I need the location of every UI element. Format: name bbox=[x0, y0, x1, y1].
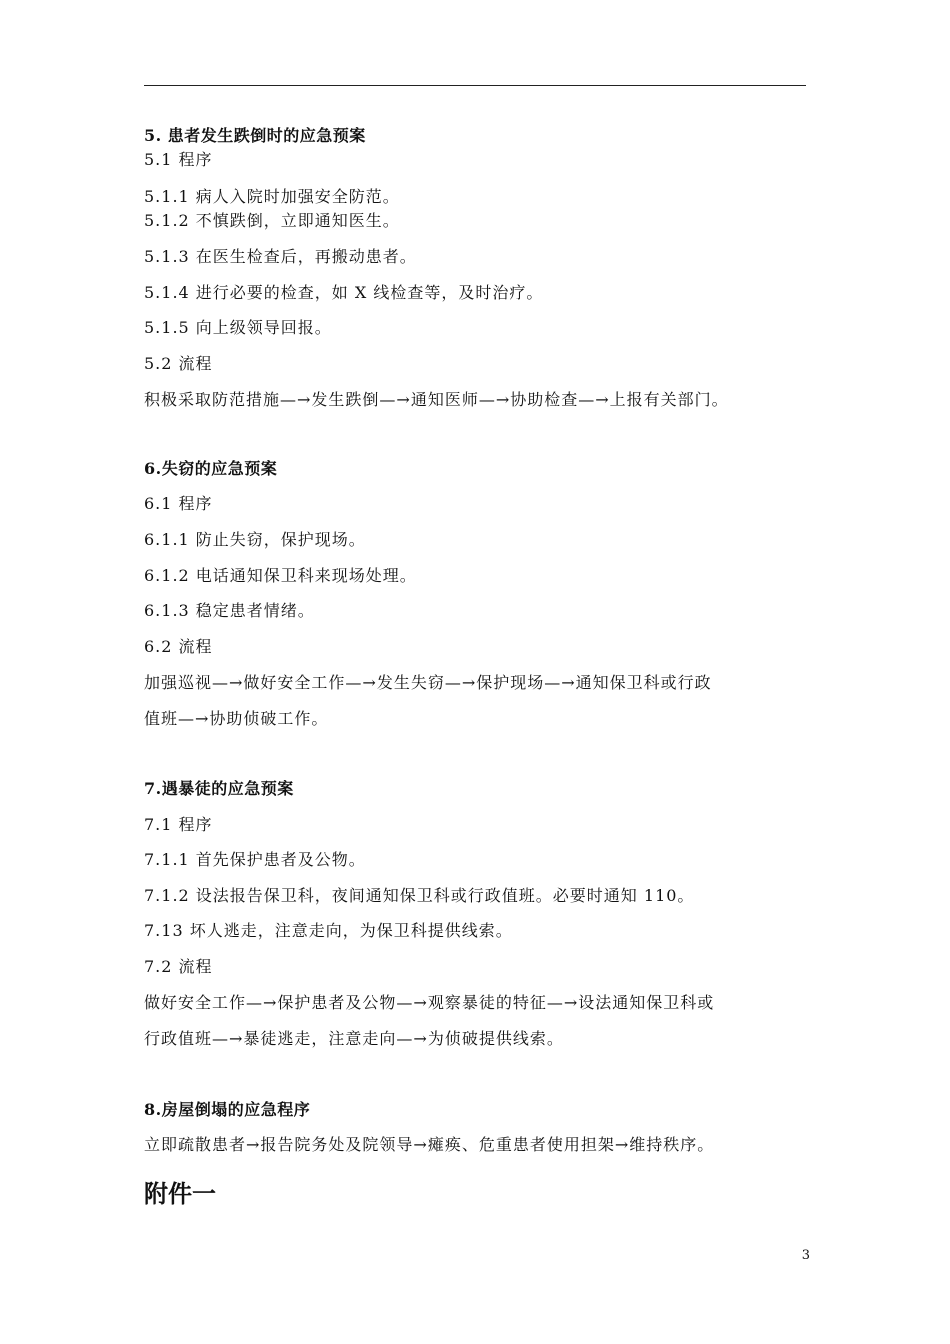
section-6-line-6: 加强巡视—→做好安全工作—→发生失窃—→保护现场—→通知保卫科或行政 bbox=[144, 673, 712, 692]
section-5-heading: 5. 患者发生跌倒时的应急预案 bbox=[144, 126, 366, 145]
section-5-line-4: 5.1.3 在医生检查后，再搬动患者。 bbox=[144, 247, 417, 266]
section-6-line-4: 6.1.3 稳定患者情绪。 bbox=[144, 601, 315, 620]
header-rule bbox=[144, 85, 806, 86]
section-7-line-7: 行政值班—→暴徒逃走，注意走向—→为侦破提供线索。 bbox=[144, 1029, 564, 1048]
section-5-line-1: 5.1 程序 bbox=[144, 150, 213, 169]
section-6-heading: 6.失窃的应急预案 bbox=[144, 459, 278, 478]
section-5-line-3: 5.1.2 不慎跌倒，立即通知医生。 bbox=[144, 211, 400, 230]
section-7-line-1: 7.1 程序 bbox=[144, 815, 213, 834]
section-7-line-5: 7.2 流程 bbox=[144, 957, 213, 976]
section-5-line-7: 5.2 流程 bbox=[144, 354, 213, 373]
section-6-line-5: 6.2 流程 bbox=[144, 637, 213, 656]
section-7-line-3: 7.1.2 设法报告保卫科，夜间通知保卫科或行政值班。必要时通知 110。 bbox=[144, 886, 695, 905]
section-6-line-1: 6.1 程序 bbox=[144, 494, 213, 513]
section-7-line-2: 7.1.1 首先保护患者及公物。 bbox=[144, 850, 366, 869]
section-5-line-8: 积极采取防范措施—→发生跌倒—→通知医师—→协助检查—→上报有关部门。 bbox=[144, 390, 729, 409]
section-6-line-2: 6.1.1 防止失窃，保护现场。 bbox=[144, 530, 366, 549]
section-5-line-2: 5.1.1 病人入院时加强安全防范。 bbox=[144, 187, 400, 206]
section-7-line-6: 做好安全工作—→保护患者及公物—→观察暴徒的特征—→设法通知保卫科或 bbox=[144, 993, 715, 1012]
section-5-line-5: 5.1.4 进行必要的检查，如 X 线检查等，及时治疗。 bbox=[144, 283, 544, 302]
attachment-title: 附件一 bbox=[144, 1180, 216, 1208]
section-8-heading: 8.房屋倒塌的应急程序 bbox=[144, 1100, 311, 1119]
section-8-line-1: 立即疏散患者→报告院务处及院领导→瘫痪、危重患者使用担架→维持秩序。 bbox=[144, 1135, 715, 1154]
section-7-line-4: 7.13 坏人逃走，注意走向，为保卫科提供线索。 bbox=[144, 921, 513, 940]
section-7-heading: 7.遇暴徒的应急预案 bbox=[144, 779, 294, 798]
section-6-line-3: 6.1.2 电话通知保卫科来现场处理。 bbox=[144, 566, 417, 585]
page-number: 3 bbox=[801, 1248, 810, 1263]
section-5-line-6: 5.1.5 向上级领导回报。 bbox=[144, 318, 332, 337]
section-6-line-7: 值班—→协助侦破工作。 bbox=[144, 709, 329, 728]
